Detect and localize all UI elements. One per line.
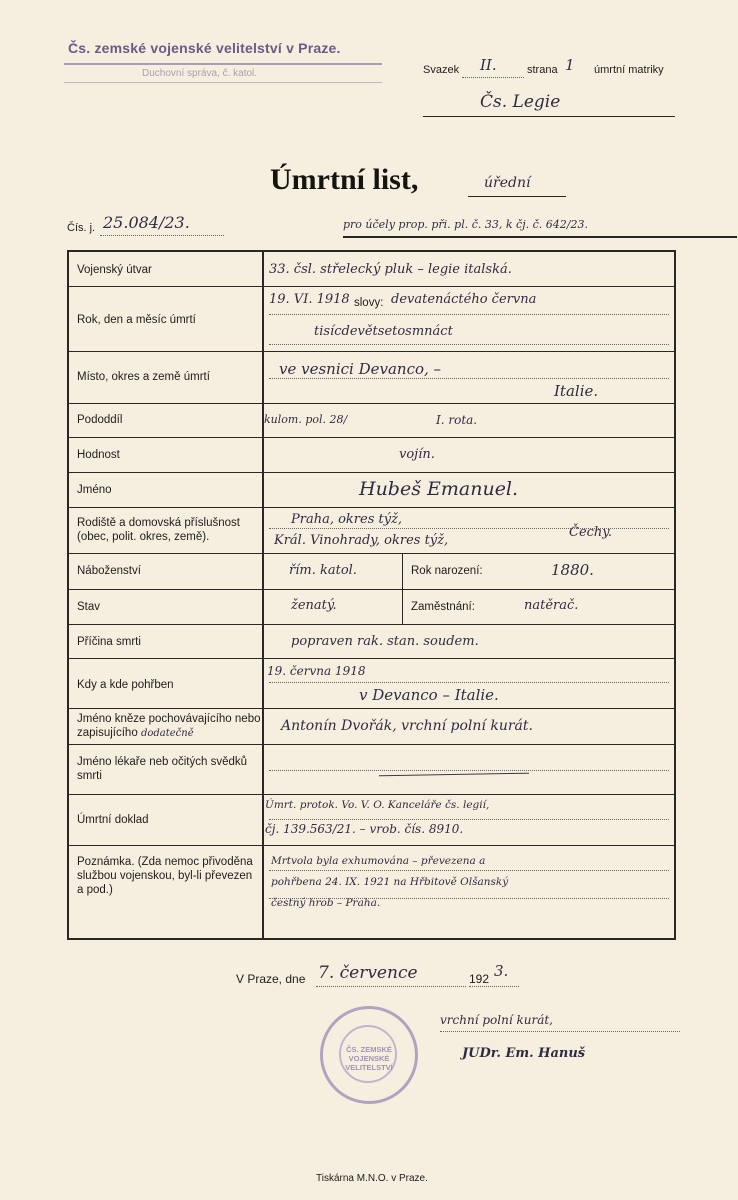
label-rank: Hodnost	[77, 449, 120, 461]
label-occupation: Zaměstnání:	[411, 601, 475, 613]
label-birthplace: Rodiště a domovská příslušnost (obec, polit. okres, země).	[77, 517, 240, 543]
reference-note: pro účely prop. při. pl. č. 33, k čj. č. 642/23.	[343, 218, 588, 231]
year-prefix: 192	[469, 972, 490, 986]
value-death-document: Úmrt. protok. Vo. V. O. Kanceláře čs. legií,	[265, 799, 490, 811]
guide-line	[269, 770, 669, 771]
date-value: 7. července	[318, 963, 418, 983]
certificate-form	[67, 250, 676, 940]
cis-value: 25.084/23.	[103, 213, 190, 232]
guide-line	[269, 870, 669, 871]
value-death-year-words: tisícdevětsetosmnáct	[314, 324, 453, 339]
value-death-date: 19. VI. 1918	[269, 292, 350, 307]
svazek-line	[462, 77, 524, 78]
label-subunit: Pododdíl	[77, 414, 123, 426]
guide-line	[269, 344, 669, 345]
row-divider	[69, 744, 674, 745]
label-name: Jméno	[77, 484, 112, 496]
value-death-document-ref: čj. 139.563/21. – vrob. čís. 8910.	[265, 822, 464, 836]
guide-line	[269, 819, 669, 820]
stamp-line-1: Čs. zemské vojenské velitelství v Praze.	[68, 40, 341, 56]
value-marital-status: ženatý.	[291, 598, 337, 613]
strana-label: strana	[527, 64, 558, 76]
value-birth-year: 1880.	[551, 561, 594, 579]
value-note-3: čestný hrob – Praha.	[271, 897, 381, 909]
value-death-country: Italie.	[554, 382, 599, 400]
row-divider	[69, 472, 674, 473]
label-marital-status: Stav	[77, 601, 101, 613]
title-handwritten: úřední	[484, 175, 531, 191]
row-divider	[69, 708, 674, 709]
slovy-label: slovy:	[354, 297, 384, 309]
value-death-place: ve vesnici Devanco, –	[279, 360, 442, 378]
strana-value: 1	[565, 56, 575, 74]
place-date-label: V Praze, dne	[236, 972, 306, 986]
row-divider	[69, 351, 674, 352]
row-divider	[69, 437, 674, 438]
value-note-2: pohřbena 24. IX. 1921 na Hřbitově Olšanský	[271, 876, 509, 888]
seal-text: ČS. ZEMSKÉ VOJENSKÉ VELITELSTVÍ	[345, 1045, 393, 1072]
value-rank: vojín.	[399, 447, 435, 462]
label-birth-year: Rok narození:	[411, 565, 483, 577]
guide-line	[269, 682, 669, 683]
guide-line	[269, 314, 669, 315]
row-divider	[69, 658, 674, 659]
row-divider	[69, 624, 674, 625]
year-suffix: 3.	[494, 962, 509, 980]
value-religion: řím. katol.	[289, 563, 357, 578]
value-land: Čechy.	[569, 525, 613, 540]
label-burial: Kdy a kde pohřben	[77, 679, 174, 691]
row-divider	[69, 507, 674, 508]
value-burial-place: v Devanco – Italie.	[359, 686, 499, 704]
label-death-date: Rok, den a měsíc úmrtí	[77, 314, 196, 326]
stamp-rule-2	[64, 82, 382, 83]
label-doctor: Jméno lékaře neb očitých svědků smrti	[77, 756, 248, 782]
row-divider	[69, 286, 674, 287]
value-burial-date: 19. června 1918	[267, 664, 366, 678]
value-priest: Antonín Dvořák, vrchní polní kurát.	[281, 718, 533, 734]
value-name: Hubeš Emanuel.	[359, 478, 519, 500]
label-priest-note: dodatečně	[140, 728, 194, 739]
label-religion: Náboženství	[77, 565, 141, 577]
matrika-line	[423, 116, 675, 117]
row-divider	[69, 553, 674, 554]
value-occupation: natěrač.	[524, 598, 579, 613]
label-note: Poznámka. (Zda nemoc přivoděna službou vojenskou, byl-li převezen a pod.)	[77, 856, 253, 896]
stamp-line-2: Duchovní správa, č. katol.	[142, 68, 258, 79]
value-cause-of-death: popraven rak. stan. soudem.	[291, 634, 479, 649]
signer-title-line	[440, 1031, 680, 1032]
cis-label: Čís. j.	[67, 222, 96, 234]
label-priest	[77, 712, 265, 741]
reference-rule	[343, 236, 737, 238]
row-divider	[69, 794, 674, 795]
document-title: Úmrtní list,	[270, 163, 419, 196]
value-domicile: Král. Vinohrady, okres týž,	[274, 533, 449, 548]
svazek-label: Svazek	[423, 64, 460, 76]
signature: JUDr. Em. Hanuš	[462, 1046, 586, 1061]
title-underline	[468, 196, 566, 197]
svazek-value: II.	[480, 56, 497, 74]
doctor-strike-line	[379, 773, 529, 777]
printer-imprint: Tiskárna M.N.O. v Praze.	[316, 1173, 428, 1184]
label-cause-of-death: Příčina smrti	[77, 636, 141, 648]
value-birthplace: Praha, okres týž,	[291, 512, 403, 527]
row-divider	[69, 845, 674, 846]
label-priest-text: Jméno kněze pochovávajícího nebo zapisujícího	[77, 713, 261, 739]
value-death-date-words: devatenáctého června	[391, 292, 537, 307]
row-divider	[69, 589, 674, 590]
office-stamp	[64, 34, 382, 92]
matrika-value: Čs. Legie	[480, 92, 561, 112]
value-company: I. rota.	[436, 413, 478, 427]
label-death-place: Místo, okres a země úmrtí	[77, 371, 210, 383]
matrika-label: úmrtní matriky	[594, 64, 664, 76]
value-note-1: Mrtvola byla exhumována – převezena a	[271, 855, 486, 867]
guide-line	[269, 378, 669, 379]
row-divider	[69, 403, 674, 404]
value-subunit: kulom. pol. 28/	[264, 413, 348, 426]
stamp-rule	[64, 63, 382, 65]
label-death-document: Úmrtní doklad	[77, 814, 149, 826]
label-military-unit: Vojenský útvar	[77, 264, 152, 276]
cis-line	[100, 235, 224, 236]
signer-title: vrchní polní kurát,	[440, 1013, 553, 1027]
official-seal	[320, 1006, 418, 1104]
date-line	[316, 986, 466, 987]
value-military-unit: 33. čsl. střelecký pluk – legie italská.	[269, 262, 512, 277]
sub-column-divider	[402, 553, 403, 624]
column-divider	[262, 252, 264, 938]
year-line	[469, 986, 519, 987]
